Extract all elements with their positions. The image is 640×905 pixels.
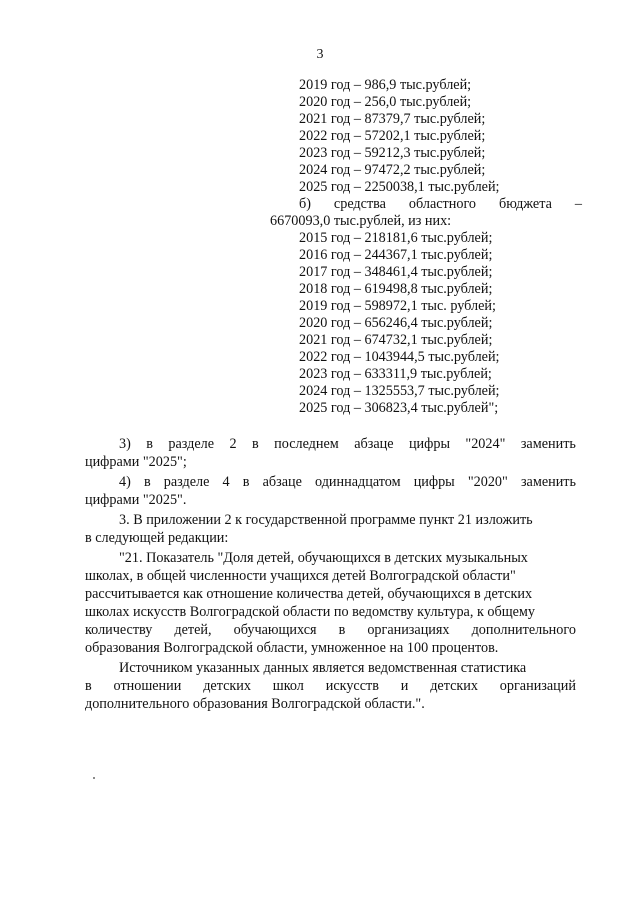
oblast-budget-total: 6670093,0 тыс.рублей, из них: — [270, 213, 452, 229]
quote-line — [85, 622, 576, 639]
word: абзаце — [354, 436, 394, 452]
funding-line: 2019 год – 986,9 тыс.рублей; — [299, 77, 472, 93]
word: в — [85, 678, 92, 694]
quote-line: "21. Показатель "Доля детей, обучающихся в детских музыкальных — [119, 550, 528, 566]
amendment-line — [119, 436, 576, 453]
funding-line: 2025 год – 2250038,1 тыс.рублей; — [299, 179, 500, 195]
word: одиннадцатом — [315, 474, 401, 490]
word: детских — [430, 678, 478, 694]
amendment-line — [119, 474, 576, 491]
word: цифры — [408, 436, 450, 452]
word: в — [242, 474, 250, 490]
funding-line: 2023 год – 59212,3 тыс.рублей; — [299, 145, 486, 161]
word: организаций — [499, 678, 576, 694]
oblast-budget-heading — [299, 196, 582, 213]
amendment-line: цифрами "2025". — [85, 492, 187, 508]
word: в — [143, 474, 151, 490]
funding-line: 2024 год – 97472,2 тыс.рублей; — [299, 162, 486, 178]
quote-line: рассчитывается как отношение количества детей, обучающихся в детских — [85, 586, 533, 602]
heading-word: средства — [333, 196, 386, 212]
funding-line: 2023 год – 633311,9 тыс.рублей; — [299, 366, 492, 382]
word: 2 — [229, 436, 237, 452]
word: цифры — [413, 474, 455, 490]
word: отношении — [113, 678, 182, 694]
funding-line: 2022 год – 57202,1 тыс.рублей; — [299, 128, 486, 144]
heading-word: – — [574, 196, 582, 212]
funding-line: 2015 год – 218181,6 тыс.рублей; — [299, 230, 493, 246]
word: в — [146, 436, 153, 452]
heading-word: б) — [299, 196, 311, 212]
word: "2024" — [465, 436, 506, 452]
amendment-line: 3. В приложении 2 к государственной программе пункт 21 изложить — [119, 512, 533, 528]
funding-line: 2018 год – 619498,8 тыс.рублей; — [299, 281, 493, 297]
heading-word: областного — [408, 196, 477, 212]
word: обучающихся — [233, 622, 317, 638]
amendment-line: в следующей редакции: — [85, 530, 229, 546]
funding-line: 2016 год – 244367,1 тыс.рублей; — [299, 247, 493, 263]
funding-line: 2019 год – 598972,1 тыс. рублей; — [299, 298, 496, 314]
word: абзаце — [262, 474, 302, 490]
source-line: дополнительного образования Волгоградской области.". — [85, 696, 425, 712]
word: дополнительного — [471, 622, 576, 638]
funding-line: 2025 год – 306823,4 тыс.рублей"; — [299, 400, 499, 416]
word: разделе — [163, 474, 210, 490]
quote-line: школах искусств Волгоградской области по ведомству культура, к общему — [85, 604, 535, 620]
quote-line: школах, в общей численности учащихся детей Волгоградской области" — [85, 568, 516, 584]
word: последнем — [274, 436, 339, 452]
source-line — [85, 678, 576, 695]
funding-line: 2020 год – 256,0 тыс.рублей; — [299, 94, 472, 110]
scan-artifact — [93, 777, 95, 779]
heading-word: бюджета — [498, 196, 552, 212]
word: 4) — [119, 474, 131, 490]
word: искусств — [325, 678, 379, 694]
funding-line: 2024 год – 1325553,7 тыс.рублей; — [299, 383, 500, 399]
word: в — [338, 622, 346, 638]
word: "2020" — [467, 474, 508, 490]
source-line: Источником указанных данных является ведомственная статистика — [119, 660, 527, 676]
page-number: 3 — [316, 47, 324, 62]
funding-line: 2022 год – 1043944,5 тыс.рублей; — [299, 349, 500, 365]
word: заменить — [520, 474, 576, 490]
word: 4 — [222, 474, 230, 490]
word: количеству — [85, 622, 153, 638]
funding-line: 2020 год – 656246,4 тыс.рублей; — [299, 315, 493, 331]
word: разделе — [168, 436, 215, 452]
word: детских — [203, 678, 251, 694]
word: в — [252, 436, 259, 452]
quote-line: образования Волгоградской области, умноженное на 100 процентов. — [85, 640, 499, 656]
word: заменить — [520, 436, 576, 452]
word: 3) — [119, 436, 131, 452]
funding-line: 2021 год – 674732,1 тыс.рублей; — [299, 332, 493, 348]
word: и — [400, 678, 409, 694]
funding-line: 2021 год – 87379,7 тыс.рублей; — [299, 111, 486, 127]
word: организациях — [367, 622, 450, 638]
word: школ — [272, 678, 304, 694]
word: детей, — [174, 622, 212, 638]
funding-line: 2017 год – 348461,4 тыс.рублей; — [299, 264, 493, 280]
amendment-line: цифрами "2025"; — [85, 454, 187, 470]
